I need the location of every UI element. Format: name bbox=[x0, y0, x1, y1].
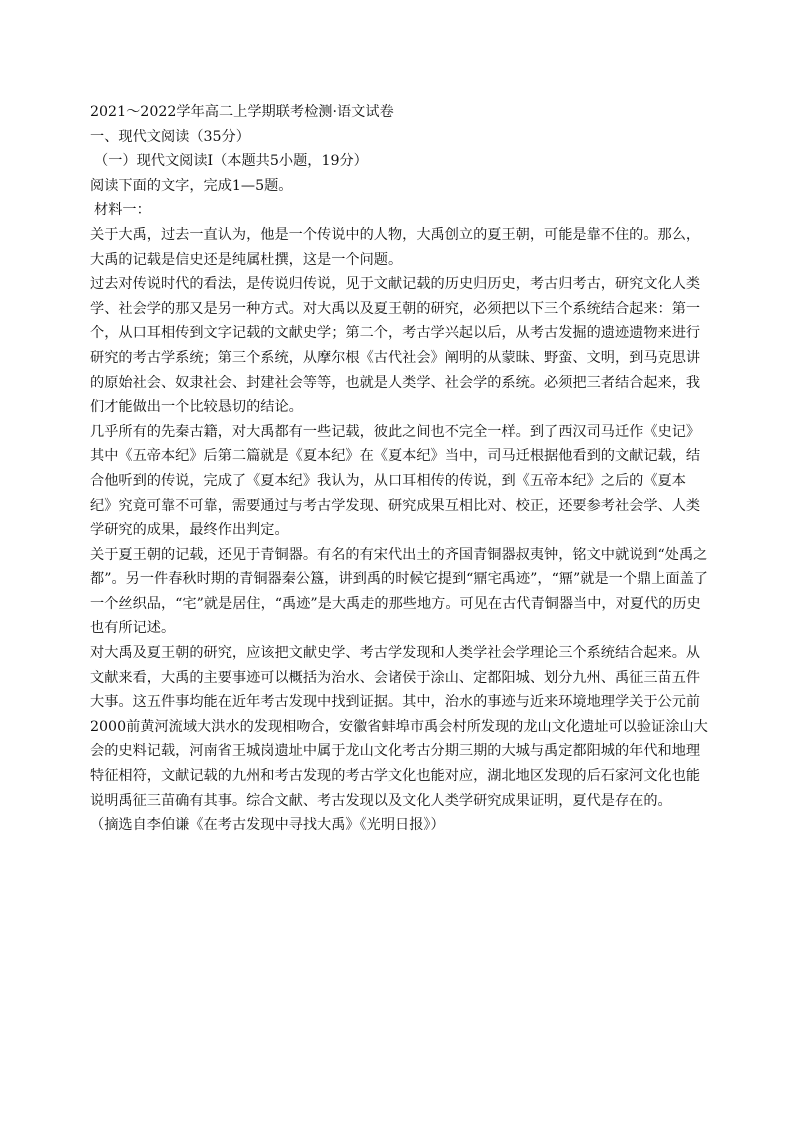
text-line: 一个丝织品，“宅”就是居住，“禹迹”是大禹走的那些地方。可见在古代青铜器当中，对夏代的历史 bbox=[90, 595, 701, 612]
text-line: 其中《五帝本纪》后第二篇就是《夏本纪》在《夏本纪》当中，司马迁根据他看到的文献记载，结 bbox=[90, 448, 701, 465]
text-line: 文献来看，大禹的主要事迹可以概括为治水、会诸侯于涂山、定都阳城、划分九州、禹征三苗五件 bbox=[90, 669, 701, 686]
text-line: 2000前黄河流域大洪水的发现相吻合，安徽省蚌埠市禹会村所发现的龙山文化遗址可以验证涂山大 bbox=[90, 718, 708, 735]
text-line: 特征相符，文献记载的九州和考古发现的考古学文化也能对应，湖北地区发现的后石家河文化也能 bbox=[90, 768, 701, 785]
reading-instruction: 阅读下面的文字，完成1—5题。 bbox=[90, 177, 293, 194]
text-line: 个，从口耳相传到文字记载的文献史学；第二个，考古学兴起以后，从考古发掘的遗迹遗物来进行 bbox=[90, 325, 701, 342]
text-line: 说明禹征三苗确有其事。综合文献、考古发现以及文化人类学研究成果证明，夏代是存在的。 bbox=[90, 792, 672, 809]
text-line: 的原始社会、奴隶社会、封建社会等等，也就是人类学、社会学的系统。必须把三者结合起来，我 bbox=[90, 374, 701, 391]
text-line: 大事。这五件事均能在近年考古发现中找到证据。其中，治水的事迹与近来环境地理学关于公元前 bbox=[90, 694, 701, 711]
paragraph-5 bbox=[90, 641, 710, 813]
text-line: 纪》究竟可靠不可靠，需要通过与考古学发现、研究成果互相比对、校正，还要参考社会学、人类 bbox=[90, 497, 701, 514]
subsection-heading: （一）现代文阅读Ⅰ（本题共5小题，19分） bbox=[94, 153, 368, 170]
paragraph-2 bbox=[90, 272, 710, 420]
text-line: 们才能做出一个比较恳切的结论。 bbox=[90, 399, 303, 416]
text-line: 关于夏王朝的记载，还见于青铜器。有名的有宋代出土的齐国青铜器叔夷钟，铭文中就说到“处禹之 bbox=[90, 546, 708, 563]
text-line: 也有所记述。 bbox=[90, 620, 176, 637]
section-heading: 一、现代文阅读（35分） bbox=[90, 128, 250, 145]
text-line: 都”。另一件春秋时期的青铜器秦公簋，讲到禹的时候它提到“鼏宅禹迹”，“鼏”就是一个鼎上面盖了 bbox=[90, 571, 708, 588]
text-line: 对大禹及夏王朝的研究，应该把文献史学、考古学发现和人类学社会学理论三个系统结合起来。从 bbox=[90, 645, 701, 662]
text-line: 过去对传说时代的看法，是传说归传说，见于文献记载的历史归历史，考古归考古，研究文化人类 bbox=[90, 276, 701, 293]
text-line: 学研究的成果，最终作出判定。 bbox=[90, 522, 289, 539]
text-line: 大禹的记载是信史还是纯属杜撰，这是一个问题。 bbox=[90, 251, 403, 268]
paragraph-4 bbox=[90, 543, 710, 641]
text-line: 合他听到的传说，完成了《夏本纪》我认为，从口耳相传的传说，到《五帝本纪》之后的《夏本 bbox=[90, 472, 686, 489]
material-label: 材料一： bbox=[94, 202, 151, 219]
text-line: 几乎所有的先秦古籍，对大禹都有一些记载，彼此之间也不完全一样。到了西汉司马迁作《史记》 bbox=[90, 423, 701, 440]
text-line: 学、社会学的那又是另一种方式。对大禹以及夏王朝的研究，必须把以下三个系统结合起来：第一 bbox=[90, 300, 701, 317]
exam-title: 2021～2022学年高二上学期联考检测·语文试卷 bbox=[90, 104, 394, 120]
text-line: 研究的考古学系统；第三个系统，从摩尔根《古代社会》阐明的从蒙昧、野蛮、文明，到马克思讲 bbox=[90, 349, 701, 366]
source-citation: （摘选自李伯谦《在考古发现中寻找大禹》《光明日报》） bbox=[90, 817, 445, 834]
text-line: 会的史料记载，河南省王城岗遗址中属于龙山文化考古分期三期的大城与禹定都阳城的年代和地理 bbox=[90, 743, 701, 760]
paragraph-3 bbox=[90, 420, 710, 543]
paragraph-1 bbox=[90, 223, 710, 272]
page-content bbox=[90, 100, 710, 838]
text-line: 关于大禹，过去一直认为，他是一个传说中的人物，大禹创立的夏王朝，可能是靠不住的。那么， bbox=[90, 226, 701, 243]
